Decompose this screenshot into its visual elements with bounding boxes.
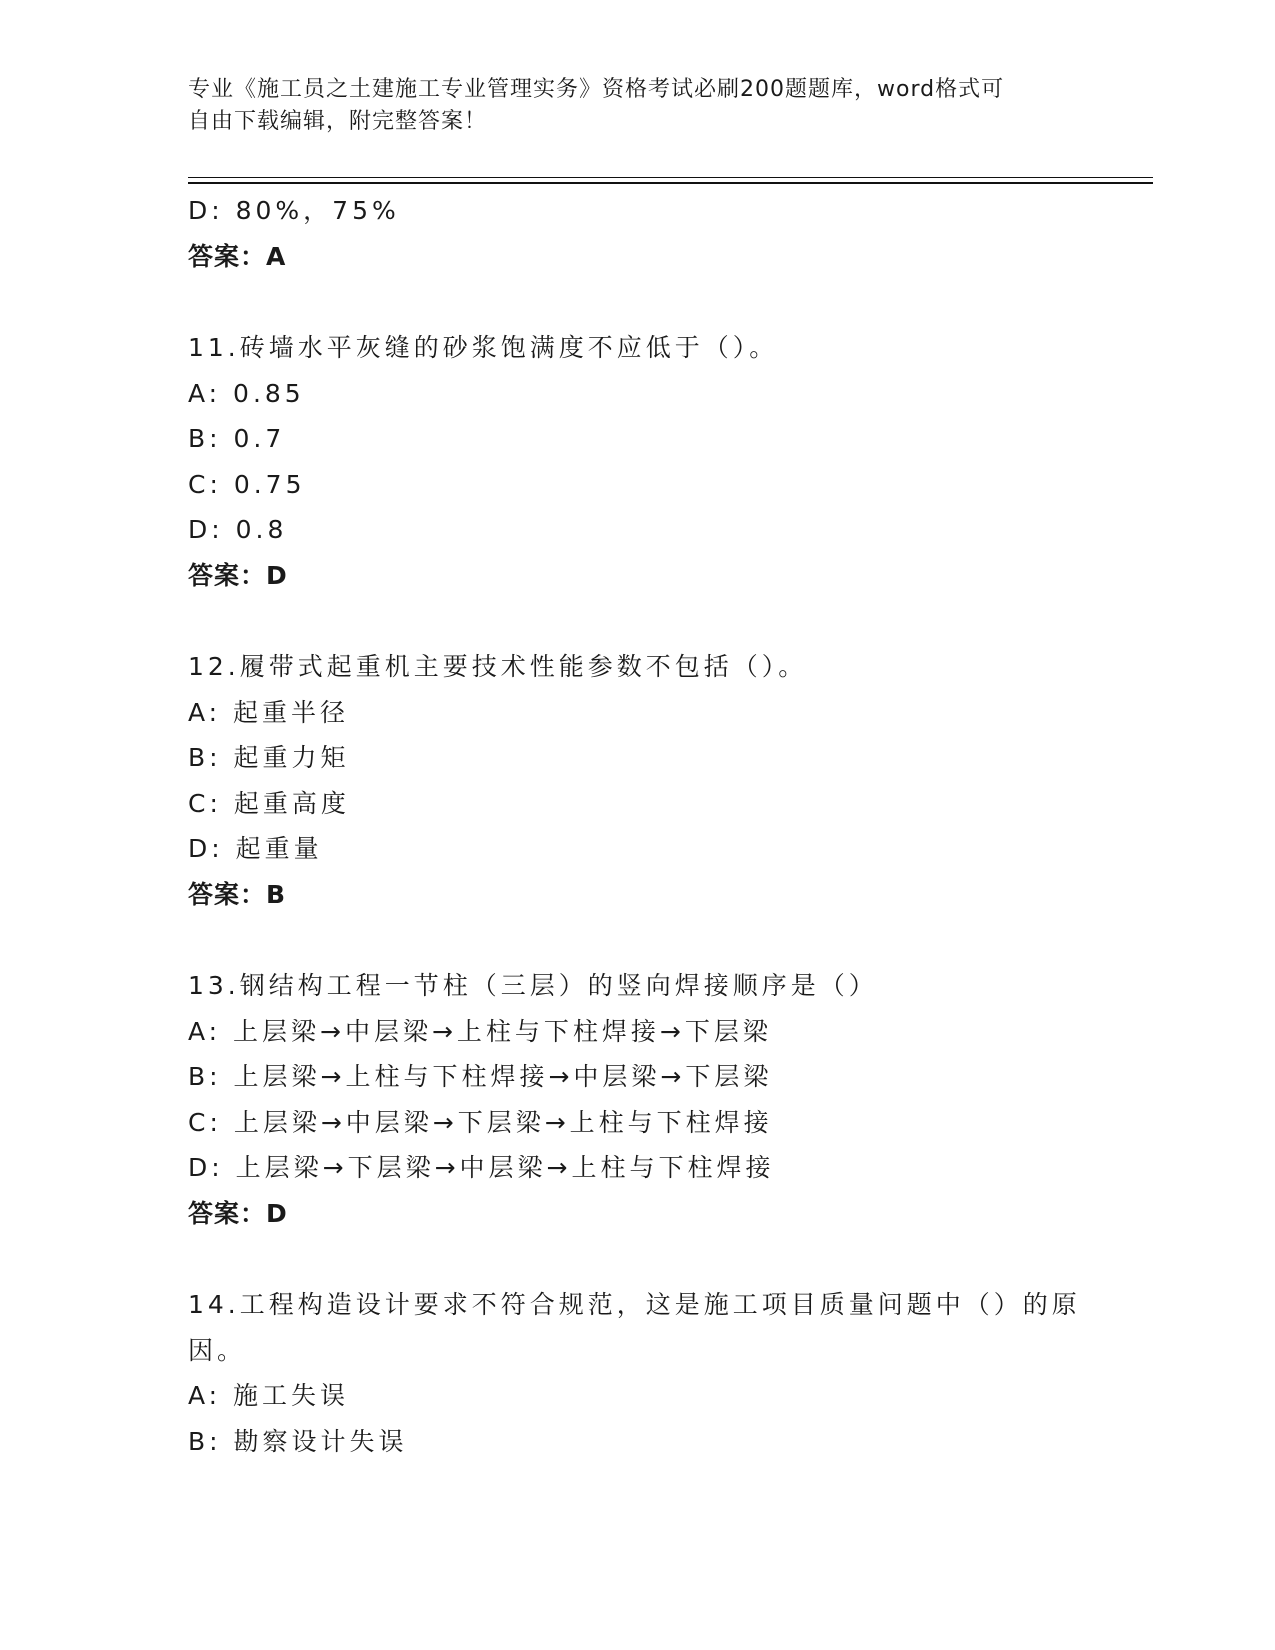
answer: 答案：D xyxy=(188,560,288,590)
question-14 xyxy=(188,1282,1153,1464)
option-c: C: 起重高度 xyxy=(188,788,350,818)
header-line-1: 专业《施工员之土建施工专业管理实务》资格考试必刷200题题库，word格式可 xyxy=(188,77,1005,102)
spacer xyxy=(188,279,1153,325)
spacer xyxy=(188,917,1153,963)
option-d: D: 0.8 xyxy=(188,515,288,544)
option-d: D: 上层梁→下层梁→中层梁→上柱与下柱焊接 xyxy=(188,1153,775,1182)
answer: 答案：D xyxy=(188,1198,288,1228)
question-12 xyxy=(188,644,1153,917)
option-b: B: 上层梁→上柱与下柱焊接→中层梁→下层梁 xyxy=(188,1062,773,1091)
question-11 xyxy=(188,325,1153,598)
header-rule-thin xyxy=(188,177,1153,178)
question-10-tail xyxy=(188,188,1153,279)
question-13 xyxy=(188,963,1153,1236)
question-text-line-1: 14.工程构造设计要求不符合规范，这是施工项目质量问题中（）的原 xyxy=(188,1290,1081,1319)
question-list xyxy=(188,188,1153,1464)
option-c: C: 0.75 xyxy=(188,469,306,499)
option-a: A: 起重半径 xyxy=(188,697,350,727)
spacer xyxy=(188,598,1153,644)
header-rule-thick xyxy=(188,182,1153,184)
question-text: 11.砖墙水平灰缝的砂浆饱满度不应低于（）。 xyxy=(188,333,779,362)
option-a: A: 施工失误 xyxy=(188,1381,350,1410)
header-line-2: 自由下载编辑，附完整答案！ xyxy=(188,109,488,134)
question-text: 12.履带式起重机主要技术性能参数不包括（）。 xyxy=(188,652,808,681)
question-text-line-2: 因。 xyxy=(188,1335,247,1365)
option-b: B: 起重力矩 xyxy=(188,743,350,772)
option-b: B: 0.7 xyxy=(188,424,286,453)
option-b: B: 勘察设计失误 xyxy=(188,1426,408,1456)
answer: 答案：B xyxy=(188,879,287,909)
option-d: D: 80%，75% xyxy=(188,196,400,225)
option-c: C: 上层梁→中层梁→下层梁→上柱与下柱焊接 xyxy=(188,1107,773,1137)
option-a: A: 上层梁→中层梁→上柱与下柱焊接→下层梁 xyxy=(188,1016,772,1046)
answer: 答案：A xyxy=(188,241,287,271)
spacer xyxy=(188,1236,1153,1282)
question-text: 13.钢结构工程一节柱（三层）的竖向焊接顺序是（） xyxy=(188,971,878,1000)
document-header xyxy=(188,74,1068,138)
option-a: A: 0.85 xyxy=(188,378,305,408)
option-d: D: 起重量 xyxy=(188,834,323,863)
